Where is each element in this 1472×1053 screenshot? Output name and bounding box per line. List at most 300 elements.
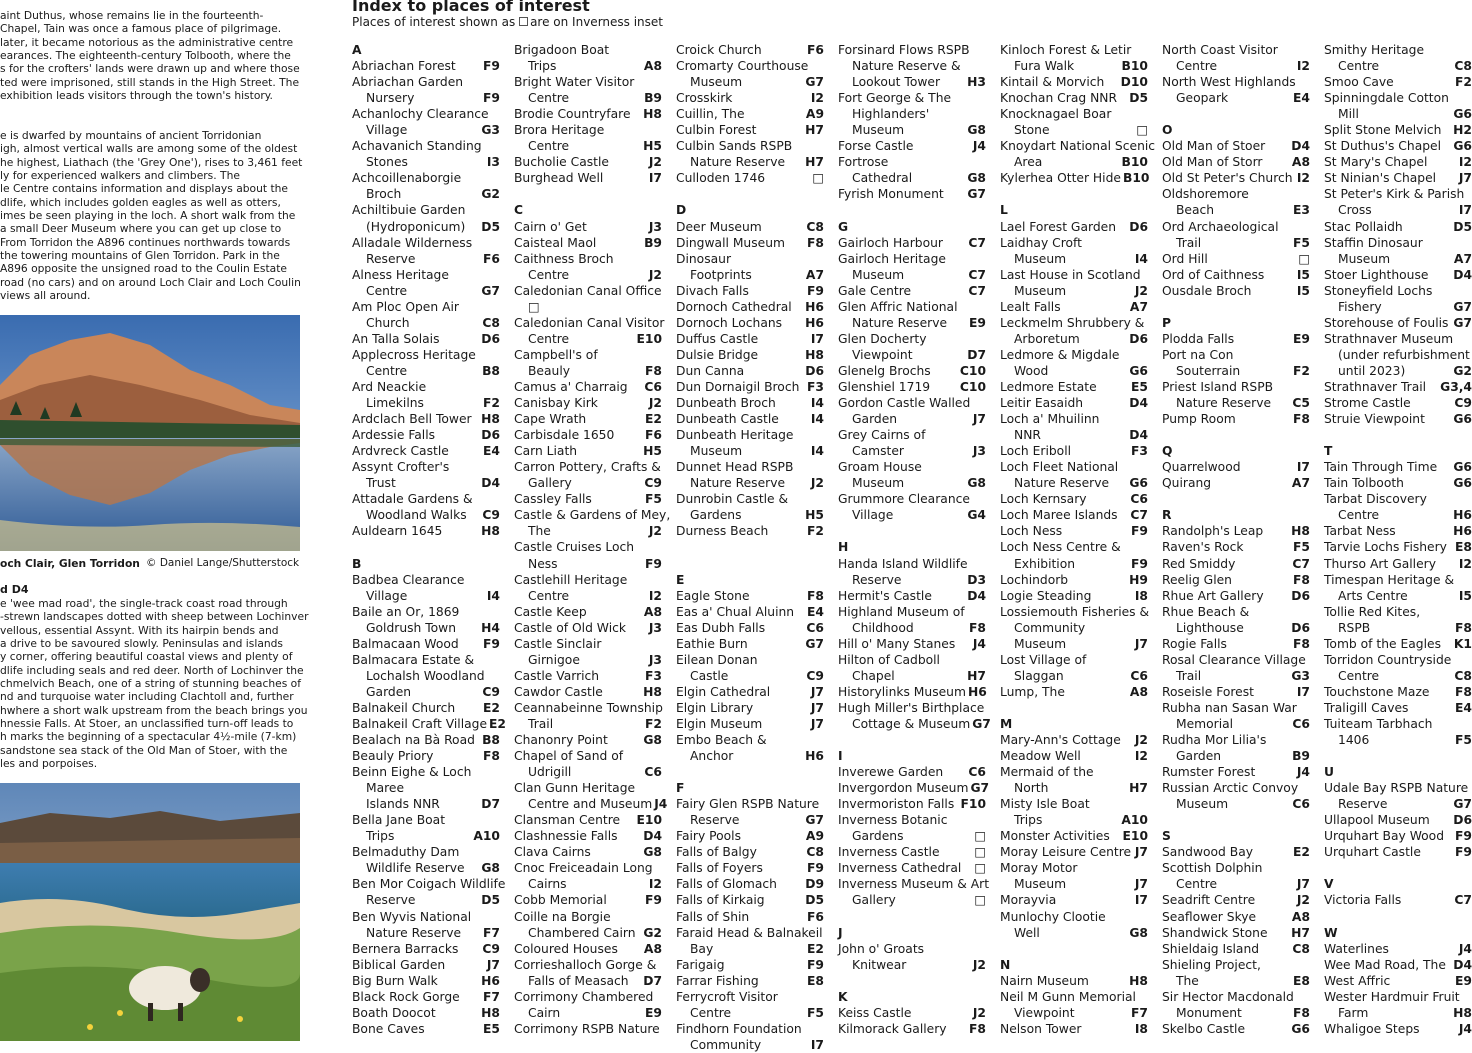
index-entry [514,780,662,796]
index-entry [676,315,824,331]
grid-reference: D4 [481,476,500,491]
index-entry-continuation [676,154,824,170]
index-entry [1162,154,1310,170]
grid-reference [498,459,500,475]
entry-name: Inverness Botanic [838,813,948,828]
entry-name: Meadow Well [1000,749,1081,764]
index-entry [1324,780,1472,796]
index-letter-heading [1000,202,1148,218]
index-entry [1324,539,1472,555]
index-entry [1000,844,1148,860]
entry-name: Embo Beach & [676,733,767,748]
index-subtitle-before: Places of interest shown as [352,15,516,29]
entry-name: Cuillin, The [676,107,745,122]
entry-name: The [528,524,551,539]
entry-name: Nature Reserve [1014,476,1110,491]
index-entry [676,491,824,507]
grid-reference [1146,459,1148,475]
grid-reference: G4 [967,508,986,523]
grid-reference [1146,411,1148,427]
letter-label: O [1162,123,1173,138]
entry-name: Carn Liath [514,444,578,459]
entry-name: Memorial [1176,716,1234,731]
entry-name: Geopark [1176,91,1229,106]
entry-name: Centre [528,91,570,106]
grid-reference [1308,604,1310,620]
index-entry-continuation [838,106,986,122]
grid-reference: □ [812,171,824,186]
grid-reference [1146,315,1148,331]
index-entry [838,395,986,411]
entry-name: Lael Forest Garden [1000,219,1116,234]
entry-name: Museum [690,444,743,459]
grid-reference [498,138,500,154]
index-entry [514,106,662,122]
grid-reference: C6 [644,765,662,780]
index-entry [676,989,824,1005]
entry-name: Museum [852,476,905,491]
entry-name: Slaggan [1014,668,1064,683]
index-entry [514,154,662,170]
index-spacer [838,909,986,925]
grid-reference: J3 [648,620,662,635]
index-entry [1000,989,1148,1005]
entry-name: Farigaig [676,957,725,972]
index-entry-continuation [1324,732,1472,748]
entry-name: Boath Doocot [352,1005,436,1020]
grid-reference [1146,860,1148,876]
index-entry [352,106,500,122]
photo-coast-sheep [0,783,300,1041]
grid-reference: D4 [967,588,986,603]
grid-reference: J2 [648,524,662,539]
grid-reference: E4 [1293,91,1310,106]
index-entry-continuation [352,251,500,267]
entry-name: Mary-Ann's Cottage [1000,733,1121,748]
index-entry [514,315,665,331]
grid-reference [1146,909,1148,925]
entry-name: Elgin Library [676,700,754,715]
index-entry-continuation [838,620,986,636]
index-entry-continuation [1162,395,1310,411]
index-entry [838,684,986,700]
index-entry [1000,973,1148,989]
index-spacer [514,186,662,202]
grid-reference: F9 [483,91,500,106]
index-entry [514,42,662,58]
index-entry [514,989,662,1005]
grid-reference: H8 [643,107,662,122]
grid-reference: H8 [805,347,824,362]
entry-name: Grummore Clearance [838,492,970,507]
entry-name: Laidhay Croft [1000,235,1082,250]
index-spacer [352,539,500,555]
index-column-3 [676,42,824,1053]
entry-name: Old Man of Storr [1162,155,1263,170]
entry-name: Nairn Museum [1000,973,1089,988]
index-entry [1324,652,1472,668]
grid-reference: D7 [967,347,986,362]
grid-reference: C9 [482,941,500,956]
index-letter-heading [1000,716,1148,732]
index-entry-continuation [838,315,986,331]
entry-name: West Affric [1324,973,1391,988]
index-entry [838,556,986,572]
grid-reference [822,732,824,748]
index-entry [1324,892,1472,908]
grid-reference [984,251,986,267]
entry-name: Fishery [1338,299,1382,314]
index-entry [514,283,662,299]
index-entry [1000,347,1148,363]
grid-reference [660,122,662,138]
index-entry-continuation [352,154,500,170]
entry-name: Leckmelm Shrubbery & [1000,315,1145,330]
letter-label: V [1324,877,1334,892]
entry-name: Eas Dubh Falls [676,620,766,635]
entry-name: Woodland Walks [366,508,467,523]
index-entry-continuation [676,668,824,684]
grid-reference: C8 [806,219,824,234]
index-entry [1162,251,1310,267]
grid-reference: A8 [1291,909,1310,924]
entry-name: Tain Tolbooth [1324,476,1404,491]
index-entry [1162,764,1310,780]
grid-reference [822,652,824,668]
index-entry-continuation [838,507,986,523]
index-entry [352,652,500,668]
entry-name: Chanonry Point [514,733,608,748]
index-spacer [1000,700,1148,716]
index-entry [676,347,824,363]
grid-reference [1146,42,1148,58]
index-entry [676,42,824,58]
index-letter-heading [838,989,986,1005]
entry-name: Duffus Castle [676,331,759,346]
entry-name: Kinloch Forest & Letir [1000,43,1132,57]
article-line: ly for experienced walkers and climbers. The [0,169,240,183]
index-spacer [676,186,824,202]
index-entry [514,941,662,957]
index-entry-continuation [1324,58,1472,74]
grid-reference: B10 [1122,171,1150,186]
index-entry-continuation [1162,668,1310,684]
index-entry-continuation [838,74,986,90]
index-entry [676,909,824,925]
entry-name: Clansman Centre [514,813,621,828]
grid-reference: F8 [1293,636,1310,651]
index-entry-continuation [514,90,662,106]
entry-name: Museum [1014,636,1067,651]
entry-name: Hill o' Many Stanes [838,636,956,651]
entry-name: Tomb of the Eagles [1324,636,1441,651]
entry-name: Seadrift Centre [1162,893,1256,908]
index-entry [1324,491,1472,507]
article-line: chmelvich Beach, one of a string of stunning beaches of [0,677,301,691]
grid-reference: F5 [1293,540,1310,555]
index-entry [352,299,500,315]
entry-name: Loch Fleet National [1000,460,1119,475]
grid-reference [984,491,986,507]
grid-reference: F8 [483,749,500,764]
entry-name: Dingwall Museum [676,235,785,250]
article-line: aint Duthus, whose remains lie in the fourteenth- [0,9,264,22]
grid-reference: J2 [972,957,986,972]
index-entry-continuation [1162,973,1310,989]
index-entry [1000,491,1148,507]
index-column-7 [1324,42,1472,1037]
grid-reference [984,58,986,74]
index-entry-continuation [1162,363,1310,379]
grid-reference: C7 [1454,893,1472,908]
entry-name: Falls of Glomach [676,877,777,892]
index-entry [1324,42,1472,58]
index-entry [1324,315,1472,331]
entry-name: Groam House [838,460,922,475]
grid-reference [498,572,500,588]
entry-name: Trips [366,829,395,844]
entry-name: Mermaid of the [1000,765,1094,780]
index-entry-continuation [1324,347,1472,363]
index-entry-continuation [352,860,500,876]
grid-reference [498,652,500,668]
entry-name: Farm [1338,1005,1369,1020]
article-line: views all around. [0,289,91,303]
entry-name: Well [1014,925,1040,940]
index-letter-heading [1324,764,1472,780]
entry-name: Burghead Well [514,171,604,186]
grid-reference: I2 [648,588,662,603]
article-line: earances. The eighteenth-century Tolbooth, where the [0,49,291,63]
letter-label: M [1000,716,1013,731]
index-entry-continuation [352,780,500,796]
entry-name: Area [1014,155,1043,170]
entry-name: Ard Neackie [352,379,427,394]
index-entry [676,860,824,876]
index-letter-heading [838,219,986,235]
grid-reference: E2 [483,700,500,715]
index-entry [1324,459,1472,475]
grid-reference: C8 [1454,59,1472,74]
entry-name: Inverness Museum & Art [838,877,990,892]
grid-reference: H6 [805,749,824,764]
index-entry-continuation [1000,556,1148,572]
entry-name: Nursery [366,91,415,106]
grid-reference: J7 [810,716,824,731]
entry-name: Centre [1338,508,1380,523]
entry-name: Logie Steading [1000,588,1092,603]
index-letter-heading [1000,957,1148,973]
grid-reference: J3 [648,652,662,667]
index-entry-continuation [514,796,668,812]
grid-reference: F8 [807,588,824,603]
grid-reference: F9 [1455,845,1472,860]
entry-name: Ceannabeinne Township [514,700,663,715]
grid-reference: H8 [1453,1005,1472,1020]
letter-label: A [352,43,362,57]
grid-reference [660,347,662,363]
entry-name: Dunnet Head RSPB [676,460,794,475]
index-spacer [1000,186,1148,202]
entry-name: Carron Pottery, Crafts & [514,460,661,475]
index-entry [838,379,986,395]
entry-name: Caledonian Canal Visitor [514,315,665,330]
index-entry [676,170,824,186]
entry-name: Childhood [852,620,914,635]
grid-reference: F6 [807,909,824,924]
article-line: ted were imprisoned, still stands in the High Street. The [0,75,300,89]
index-column-6 [1162,42,1310,1037]
entry-name: Nelson Tower [1000,1021,1082,1036]
entry-name: Garden [366,684,412,699]
entry-name: Balnakeil Craft Village [352,716,488,731]
index-entry [676,716,824,732]
index-entry [352,572,500,588]
grid-reference [1308,379,1310,395]
index-letter-heading [352,42,500,58]
entry-name: Ledmore & Migdale [1000,347,1120,362]
index-entry [1324,138,1472,154]
photo-credit: © Daniel Lange/Shutterstock [146,557,300,569]
grid-reference: J2 [1134,733,1148,748]
index-spacer [1324,427,1472,443]
grid-reference [660,572,662,588]
grid-reference: H7 [1129,781,1148,796]
grid-reference [663,700,665,716]
letter-label: W [1324,925,1338,940]
grid-reference: F2 [1455,75,1472,90]
entry-name: Chambered Cairn [528,925,636,940]
index-entry [838,1021,986,1037]
index-entry [514,732,662,748]
index-entry [1162,539,1310,555]
entry-name: Arts Centre [1338,588,1408,603]
grid-reference: J2 [648,155,662,170]
entry-name: Ferrycroft Visitor [676,989,778,1004]
index-entry-continuation [1000,251,1148,267]
index-entry [352,812,500,828]
grid-reference: I7 [1296,684,1310,699]
entry-name: Arboretum [1014,331,1080,346]
index-spacer [676,539,824,555]
index-entry [676,58,824,74]
index-entry [676,283,824,299]
entry-name: Stoer Lighthouse [1324,267,1429,282]
grid-reference: C6 [806,620,824,635]
grid-reference: H8 [481,412,500,427]
grid-reference: C7 [968,235,986,250]
letter-label: H [838,540,849,555]
grid-reference: C10 [959,363,986,378]
grid-reference: C9 [806,668,824,683]
index-entry [1162,780,1310,796]
entry-name: Loch a' Mhuilinn [1000,412,1100,427]
grid-reference [984,812,986,828]
index-entry [1000,539,1148,555]
entry-name: Invermoriston Falls [838,797,955,812]
grid-reference [498,267,500,283]
index-entry-continuation [352,90,500,106]
index-entry [1324,395,1472,411]
entry-name: Glen Docherty [838,331,927,346]
entry-name: Centre and Museum [528,797,653,812]
index-entry [1162,331,1310,347]
grid-reference: F9 [1131,556,1148,571]
grid-reference [989,876,991,892]
index-entry [514,235,662,251]
grid-reference: H6 [805,299,824,314]
index-entry-continuation [514,58,662,74]
grid-reference: B9 [1292,749,1310,764]
index-entry [1162,941,1310,957]
grid-reference: A7 [1453,251,1472,266]
grid-reference: G3 [481,123,500,138]
entry-name: Trail [1176,668,1202,683]
grid-reference: F9 [645,893,662,908]
index-entry [352,1021,500,1037]
entry-name: Footprints [690,267,752,282]
entry-name: Abriachan Garden [352,75,464,90]
index-entry [676,90,824,106]
index-entry [676,1021,824,1037]
article-line: vellous, essential Assynt. With its hairpin bends and [0,623,279,637]
entry-name: Knoydart National Scenic [1000,139,1156,154]
index-entry-continuation [514,1005,662,1021]
grid-reference: A8 [1129,684,1148,699]
index-entry-continuation [1162,1005,1310,1021]
index-entry [838,42,986,58]
grid-reference: B8 [482,363,500,378]
entry-name: Lookout Tower [852,75,941,90]
index-entry [1324,523,1472,539]
entry-name: Hermit's Castle [838,588,932,603]
index-entry [676,876,824,892]
grid-reference: G6 [1453,107,1472,122]
index-entry [838,1005,986,1021]
grid-reference: B8 [482,733,500,748]
grid-reference [1308,780,1310,796]
entry-name: Gardens [690,508,742,523]
index-entry-continuation [514,876,662,892]
grid-reference: I4 [1134,251,1148,266]
index-entry [1162,732,1310,748]
index-letter-heading [838,748,986,764]
index-entry [352,491,500,507]
entry-name: NNR [1014,428,1041,443]
entry-name: Farrar Fishing [676,973,759,988]
photo-caption [0,557,300,570]
index-entry [1000,748,1148,764]
index-entry [838,876,990,892]
index-entry [1000,909,1148,925]
index-entry [1324,812,1472,828]
entry-name: Viewpoint [852,347,913,362]
article-line: a drive to be savoured slowly. Peninsulas and islands [0,637,283,651]
grid-reference [660,957,662,973]
index-entry-continuation [352,925,500,941]
index-entry [1000,764,1148,780]
grid-reference: C9 [644,476,662,491]
entry-name: Cnoc Freiceadain Long [514,861,653,876]
grid-reference: H6 [805,315,824,330]
article-line: le Centre contains information and displays about the [0,182,288,196]
index-entry [352,909,500,925]
index-entry-continuation [676,74,824,90]
index-entry [676,106,824,122]
grid-reference: G2 [481,187,500,202]
grid-reference: I2 [648,877,662,892]
index-entry [1324,556,1472,572]
